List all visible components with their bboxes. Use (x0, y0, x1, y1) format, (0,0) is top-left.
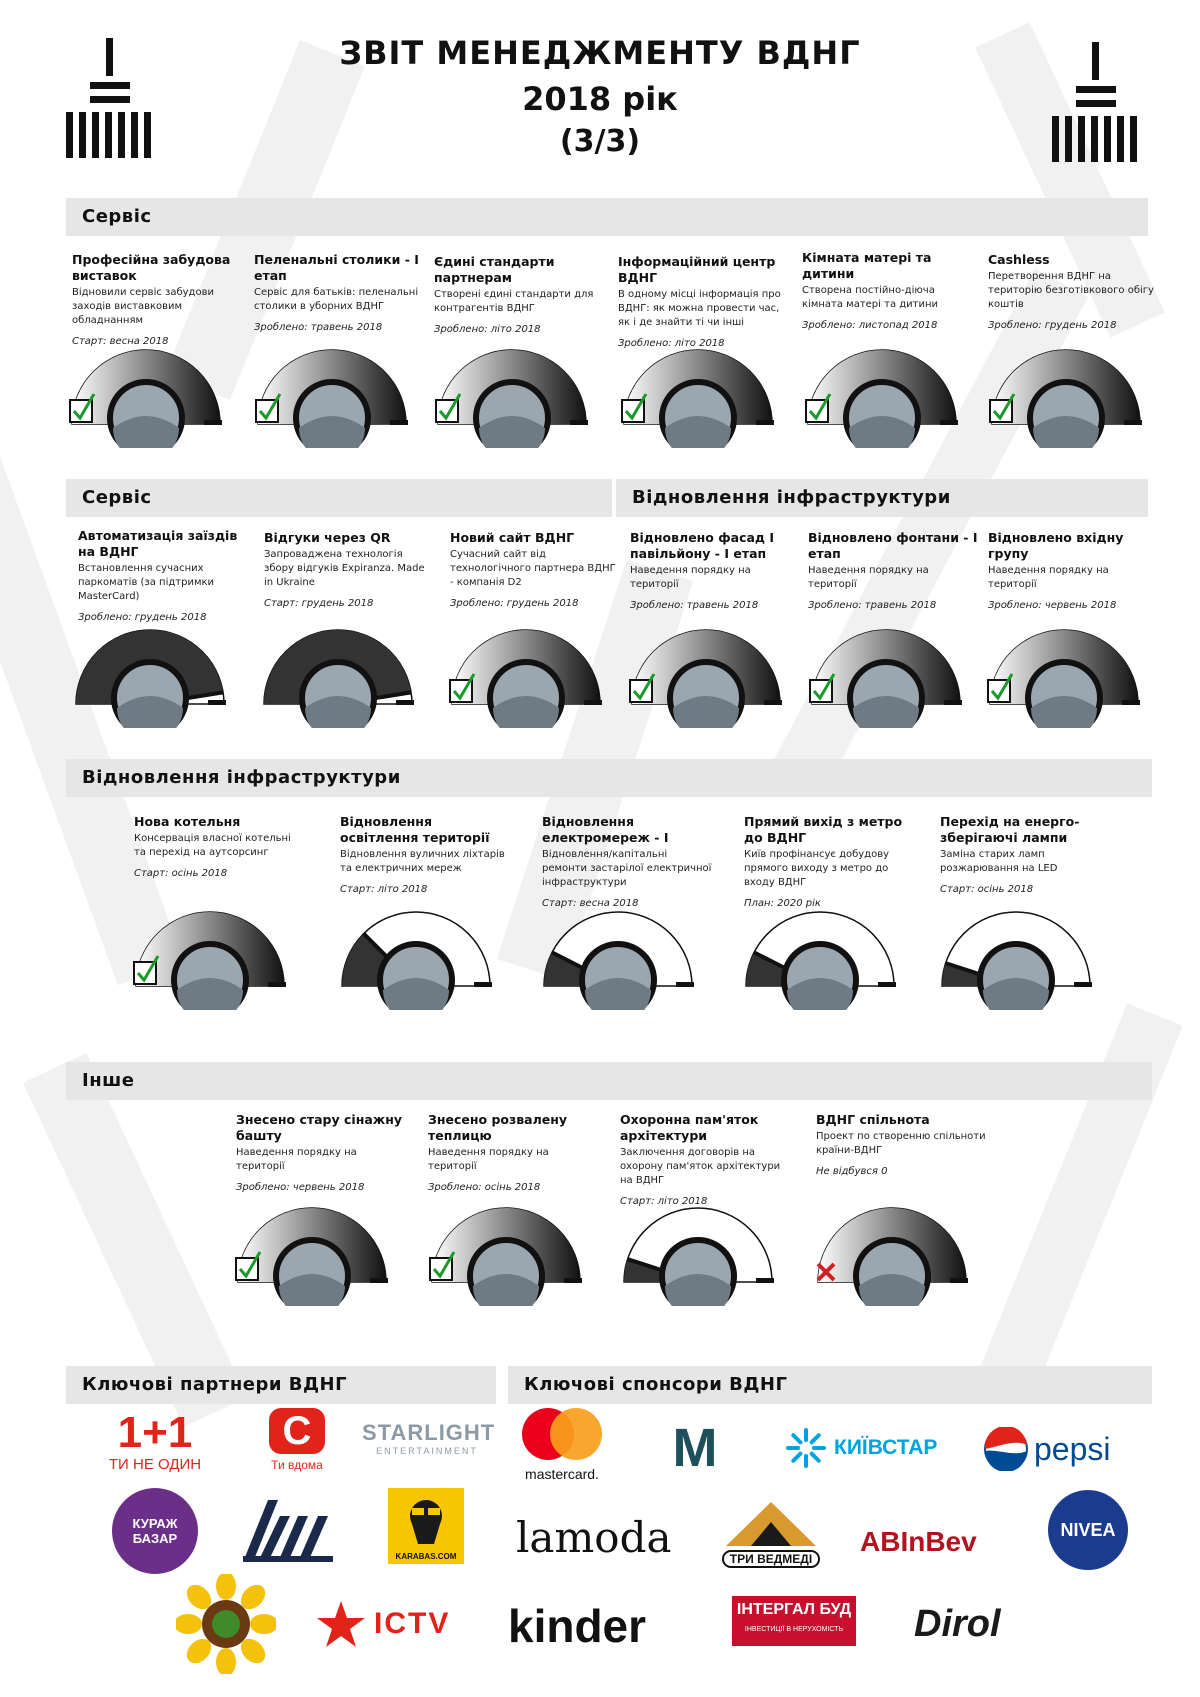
partner-logo-stb-slogan: Ти вдома (271, 1458, 323, 1472)
partner-logo-stb-mark: С (269, 1408, 325, 1454)
progress-gauge (806, 618, 966, 728)
progress-gauge (426, 1196, 586, 1306)
sponsor-logo-intergal-bud (732, 1596, 856, 1646)
project-description: Встановлення сучасних паркоматів (за підтримки MasterCard) (78, 563, 215, 602)
project-description: Відновили сервіс забудови заходів виставковим обладнанням (72, 287, 214, 326)
partner-logo-hit-fm (176, 1574, 276, 1674)
project-description: Київ профінансує добудову прямого виходу з метро до входу ВДНГ (744, 849, 890, 888)
project-status: Зроблено: літо 2018 (434, 324, 541, 335)
partner-logo-ictv-text: ICTV (374, 1607, 451, 1640)
gauge-base (390, 420, 408, 425)
page-subtitle-part: (3/3) (559, 124, 641, 159)
project-description: В одному місці інформація про ВДНГ: як можна провести час, як і де знайти ті чи інші (618, 289, 781, 328)
project-card (236, 1112, 406, 1196)
project-description: Консервація власної котельні та перехід на аутсорсинг (134, 833, 291, 858)
project-title: Відновлення електромереж - I (542, 814, 669, 845)
sponsor-logo-abinbev-text: ABInBev (860, 1526, 977, 1557)
ictv-star-icon (316, 1599, 366, 1649)
sponsor-logo-kyivstar (784, 1424, 944, 1472)
project-description: Створена постійно-діюча кімната матері та дитини (802, 285, 939, 310)
progress-gauge (432, 338, 592, 448)
project-status: Старт: осінь 2018 (940, 884, 1034, 895)
project-title: Перехід на енерго-зберігаючі лампи (940, 814, 1080, 845)
partner-logo-starlight-mark: STARLIGHT (362, 1420, 496, 1445)
progress-gauge (336, 900, 496, 1010)
project-card (808, 530, 978, 614)
sponsor-logo-three-bears-text: ТРИ ВЕДМЕДІ (722, 1550, 820, 1568)
project-title: Відновлено фасад I павільйону - I етап (630, 530, 775, 561)
project-title: Новий сайт ВДНГ (450, 530, 575, 545)
project-card (802, 250, 972, 334)
project-description: Заключення договорів на охорону пам'яток архітектури на ВДНГ (620, 1147, 781, 1186)
project-title: Охоронна пам'яток архітектури (620, 1112, 759, 1143)
sponsor-logo-pepsi-text: pepsi (1034, 1430, 1111, 1467)
project-title: ВДНГ спільнота (816, 1112, 930, 1127)
partner-logo-1plus1 (100, 1410, 210, 1480)
section-header-partners: Ключові партнери ВДНГ (66, 1366, 496, 1404)
project-status: Старт: весна 2018 (72, 336, 169, 347)
project-title: Відгуки через QR (264, 530, 391, 545)
project-description: Наведення порядку на території (428, 1147, 549, 1172)
project-status: Зроблено: літо 2018 (618, 338, 725, 349)
project-card (744, 814, 914, 912)
pepsi-globe-icon (984, 1427, 1028, 1471)
gauge-base (756, 420, 774, 425)
project-card (428, 1112, 598, 1196)
gauge-base (208, 700, 226, 705)
project-title: Відновлено вхідну групу (988, 530, 1124, 561)
gauge-base (204, 420, 222, 425)
project-status: Старт: літо 2018 (620, 1196, 708, 1207)
page-subtitle-year: 2018 рік (522, 80, 678, 118)
project-title: Єдині стандарти партнерам (434, 254, 555, 285)
progress-gauge (802, 338, 962, 448)
progress-gauge (232, 1196, 392, 1306)
kyivstar-star-icon (784, 1426, 828, 1470)
partner-logo-ictv (316, 1596, 466, 1652)
gauge-base (570, 420, 588, 425)
project-card (134, 814, 304, 882)
partner-logo-1plus1-mark: 1+1 (117, 1408, 193, 1457)
gauge-base (950, 1278, 968, 1283)
progress-gauge (70, 618, 230, 728)
project-title: Професійна забудова виставок (72, 252, 231, 283)
dw-mark-icon (238, 1496, 338, 1564)
gauge-base (1074, 982, 1092, 987)
project-card (940, 814, 1110, 898)
project-title: Автоматизація заїздів на ВДНГ (78, 528, 238, 559)
project-description: Створені єдині стандарти для контрагентів ВДНГ (434, 289, 594, 314)
partner-logo-karabas (388, 1488, 464, 1564)
gauge-base (878, 982, 896, 987)
section-header-service: Сервіс (66, 198, 1148, 236)
progress-gauge (986, 338, 1146, 448)
sponsor-logo-lamoda (516, 1510, 676, 1566)
progress-gauge (936, 900, 1096, 1010)
gauge-base (1124, 420, 1142, 425)
partner-logo-karabas-text: KARABAS.COM (395, 1552, 457, 1561)
project-description: Проект по створенню спільноти країни-ВДНГ (816, 1131, 986, 1156)
project-description: Відновлення вуличних ліхтарів та електричних мереж (340, 849, 505, 874)
project-status: Старт: осінь 2018 (134, 868, 228, 879)
project-status: Старт: весна 2018 (542, 898, 639, 909)
section-header-infrastructure: Відновлення інфраструктури (66, 759, 1152, 797)
sponsor-logo-nivea-text: NIVEA (1060, 1519, 1116, 1540)
three-bears-mountain-icon (716, 1500, 826, 1546)
partner-logo-kurazh-bazar (112, 1488, 198, 1574)
progress-gauge (812, 1196, 972, 1306)
project-card (340, 814, 510, 898)
mastercard-circles-icon (512, 1406, 612, 1462)
project-status: Старт: літо 2018 (340, 884, 428, 895)
gauge-base (1122, 700, 1140, 705)
gauge-base (756, 1278, 774, 1283)
project-card (434, 254, 604, 338)
project-description: Наведення порядку на території (988, 565, 1109, 590)
sponsor-logo-dirol (914, 1596, 1044, 1652)
progress-gauge (984, 618, 1144, 728)
project-card (988, 530, 1158, 614)
progress-gauge (252, 338, 412, 448)
project-card (72, 252, 242, 350)
project-status: Зроблено: травень 2018 (808, 600, 937, 611)
sponsor-logo-nivea (1048, 1490, 1128, 1570)
section-header-sponsors: Ключові спонсори ВДНГ (508, 1366, 1152, 1404)
project-description: Сервіс для батьків: пеленальні столики в уборних ВДНГ (254, 287, 419, 312)
partner-logo-kurazh-bazar-text: КУРАЖ БАЗАР (132, 1516, 178, 1546)
project-title: Cashless (988, 252, 1050, 267)
project-status: Зроблено: червень 2018 (988, 600, 1117, 611)
project-card (988, 252, 1158, 334)
project-title: Відновлено фонтани - I етап (808, 530, 978, 561)
project-status: Зроблено: травень 2018 (630, 600, 759, 611)
project-status: План: 2020 рік (744, 898, 821, 909)
progress-gauge (626, 618, 786, 728)
gauge-base (944, 700, 962, 705)
progress-gauge (130, 900, 290, 1010)
page-title: ЗВІТ МЕНЕДЖМЕНТУ ВДНГ (339, 34, 861, 72)
project-description: Запроваджена технологія збору відгуків Expiranza. Made in Ukraine (264, 549, 425, 588)
section-header-service: Сервіс (66, 479, 612, 517)
progress-gauge (258, 618, 418, 728)
project-title: Знесено розвалену теплицю (428, 1112, 568, 1143)
project-status: Зроблено: осінь 2018 (428, 1182, 541, 1193)
project-title: Прямий вихід з метро до ВДНГ (744, 814, 903, 845)
project-card (450, 530, 620, 612)
project-status: Не відбувся 0 (816, 1166, 888, 1177)
project-status: Зроблено: грудень 2018 (78, 612, 207, 623)
project-description: Наведення порядку на території (808, 565, 929, 590)
project-title: Відновлення освітлення території (340, 814, 490, 845)
project-title: Пеленальні столики - I етап (254, 252, 419, 283)
progress-gauge (446, 618, 606, 728)
project-status: Зроблено: травень 2018 (254, 322, 383, 333)
sponsor-logo-kyivstar-text: КИЇВСТАР (834, 1436, 938, 1459)
sponsor-logo-mastercard-text: mastercard. (525, 1466, 599, 1482)
partner-logo-dw (238, 1496, 338, 1564)
gauge-base (764, 700, 782, 705)
gauge-base (564, 1278, 582, 1283)
partner-logo-starlight (362, 1420, 496, 1470)
gauge-base (396, 700, 414, 705)
project-status: Зроблено: грудень 2018 (450, 598, 579, 609)
project-card (630, 530, 800, 614)
partner-logo-stb (262, 1408, 332, 1482)
sponsor-logo-kinder-text: kinder (508, 1600, 647, 1652)
project-card (542, 814, 712, 912)
sponsor-logo-pepsi (984, 1424, 1134, 1474)
sponsor-logo-intergal-bud-sub: ІНВЕСТИЦІЇ В НЕРУХОМІСТЬ (744, 1626, 844, 1633)
project-status: Старт: грудень 2018 (264, 598, 374, 609)
progress-gauge (538, 900, 698, 1010)
sunflower-icon (176, 1574, 276, 1674)
partner-logo-1plus1-slogan: ТИ НЕ ОДИН (108, 1456, 202, 1473)
project-title: Знесено стару сінажну башту (236, 1112, 402, 1143)
project-description: Наведення порядку на території (630, 565, 751, 590)
gauge-base (474, 982, 492, 987)
gauge-base (370, 1278, 388, 1283)
section-header-infrastructure: Відновлення інфраструктури (616, 479, 1148, 517)
progress-gauge (618, 1196, 778, 1306)
project-description: Наведення порядку на території (236, 1147, 357, 1172)
progress-gauge (66, 338, 226, 448)
sponsor-logo-lamoda-text: lamoda (516, 1513, 672, 1562)
project-description: Перетворення ВДНГ на територію безготівкового обігу коштів (988, 271, 1154, 310)
sponsor-logo-m-text: M (672, 1418, 718, 1478)
project-description: Заміна старих ламп розжарювання на LED (940, 849, 1058, 874)
project-description: Відновлення/капітальні ремонти застарілої електричної інфраструктури (542, 849, 712, 888)
section-header-other: Інше (66, 1062, 1152, 1100)
sponsor-logo-mastercard (512, 1406, 612, 1486)
sponsor-logo-three-bears (716, 1500, 826, 1570)
partner-logo-starlight-sub: ENTERTAINMENT (376, 1446, 478, 1456)
sponsor-logo-dirol-text: Dirol (914, 1603, 1001, 1645)
gauge-base (584, 700, 602, 705)
project-card (78, 528, 248, 626)
project-card (816, 1112, 986, 1180)
project-card (264, 530, 434, 612)
karabas-face-icon (388, 1488, 464, 1548)
project-status: Зроблено: червень 2018 (236, 1182, 365, 1193)
sponsor-logo-m (660, 1418, 730, 1478)
project-title: Нова котельня (134, 814, 241, 829)
project-title: Кімната матері та дитини (802, 250, 932, 281)
gauge-base (676, 982, 694, 987)
project-status: Зроблено: листопад 2018 (802, 320, 938, 331)
project-description: Сучасний сайт від технологічного партнера ВДНГ - компанія D2 (450, 549, 616, 588)
project-title: Інформаційний центр ВДНГ (618, 254, 776, 285)
sponsor-logo-kinder (508, 1596, 668, 1656)
sponsor-logo-intergal-bud-text: ІНТЕРГАЛ БУД (736, 1601, 852, 1618)
sponsor-logo-abinbev (860, 1522, 980, 1562)
project-status: Зроблено: грудень 2018 (988, 320, 1117, 331)
progress-gauge (618, 338, 778, 448)
gauge-base (940, 420, 958, 425)
progress-gauge (740, 900, 900, 1010)
project-card (254, 252, 424, 336)
gauge-base (268, 982, 286, 987)
